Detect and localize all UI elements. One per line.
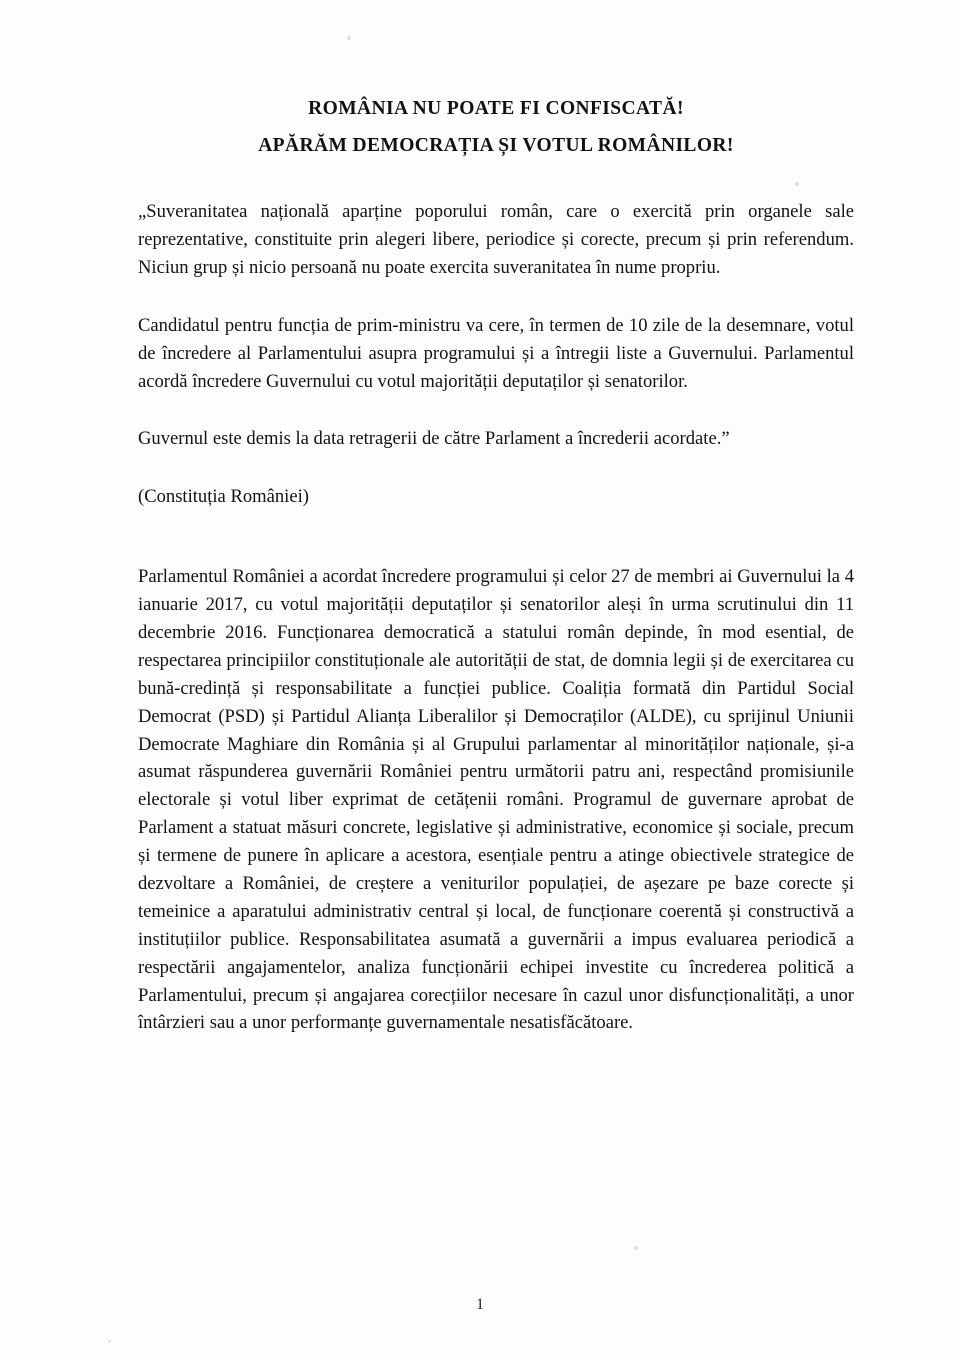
paragraph-quote-sovereignty: „Suveranitatea națională aparține poporului român, care o exercită prin organele sale reprezentative, constituite prin alegeri libere, periodice și corecte, precum și prin referendum. Niciun grup și nicio persoană nu poate exercita suveranitatea în nume propriu.	[138, 201, 854, 278]
document-title	[138, 90, 854, 164]
document-body	[138, 90, 854, 1054]
title-line-1: ROMÂNIA NU POATE FI CONFISCATĂ!	[308, 98, 684, 119]
title-line-2: APĂRĂM DEMOCRAȚIA ȘI VOTUL ROMÂNILOR!	[258, 135, 734, 157]
paragraph-main-body: Parlamentul României a acordat încredere programului și celor 27 de membri ai Guvernului la 4 ianuarie 2017, cu votul majorității deputaților și senatorilor aleși în urma scrutinului din 11 decembrie 2016. Funcționarea democratică a statului român depinde, în mod esential, de respectarea principiilor constituționale ale autorității de stat, de domnia legii și de exercitarea cu bună-credință și responsabilitate a funcției publice. Coaliția formată din Partidul Social Democrat (PSD) și Partidul Alianța Liberalilor și Democraților (ALDE), cu sprijinul Uniunii Democrate Maghiare din România și al Grupului parlamentar al minorităților naționale, și-a asumat răspunderea guvernării României pentru următorii patru ani, respectând promisiunile electorale și votul liber exprimat de cetățenii români. Programul de guvernare aprobat de Parlament a statuat măsuri concrete, legislative și administrative, economice și sociale, precum și termene de punere în aplicare a acestora, esențiale pentru a atinge obiectivele strategice de dezvoltare a României, de creștere a veniturilor populației, de așezare pe baze corecte și temeinice a aparatului administrativ central și local, de funcționare coerentă și constructivă a instituțiilor publice. Responsabilitatea asumată a guvernării a impus evaluarea periodică a respectării angajamentelor, analiza funcționării echipei investite cu încrederea politică a Parlamentului, precum și angajarea corecțiilor necesare în cazul unor disfuncționalități, a unor întârzieri sau a unor performanțe guvernamentale nesatisfăcătoare.	[138, 566, 854, 1034]
scan-artifact	[108, 1340, 111, 1343]
paragraph-quote-pm-candidate: Candidatul pentru funcția de prim-ministru va cere, în termen de 10 zile de la desemnare, votul de încredere al Parlamentului asupra programului și a întregii liste a Guvernului. Parlamentul acordă încredere Guvernului cu votul majorității deputaților și senatorilor.	[138, 314, 854, 392]
scan-artifact	[347, 36, 351, 40]
scan-artifact	[634, 1246, 638, 1250]
paragraph-source-constitution: (Constituția României)	[138, 486, 309, 508]
page-number: 1	[476, 1296, 484, 1313]
paragraph-quote-dismissal: Guvernul este demis la data retragerii de către Parlament a încrederii acordate.”	[138, 428, 730, 450]
